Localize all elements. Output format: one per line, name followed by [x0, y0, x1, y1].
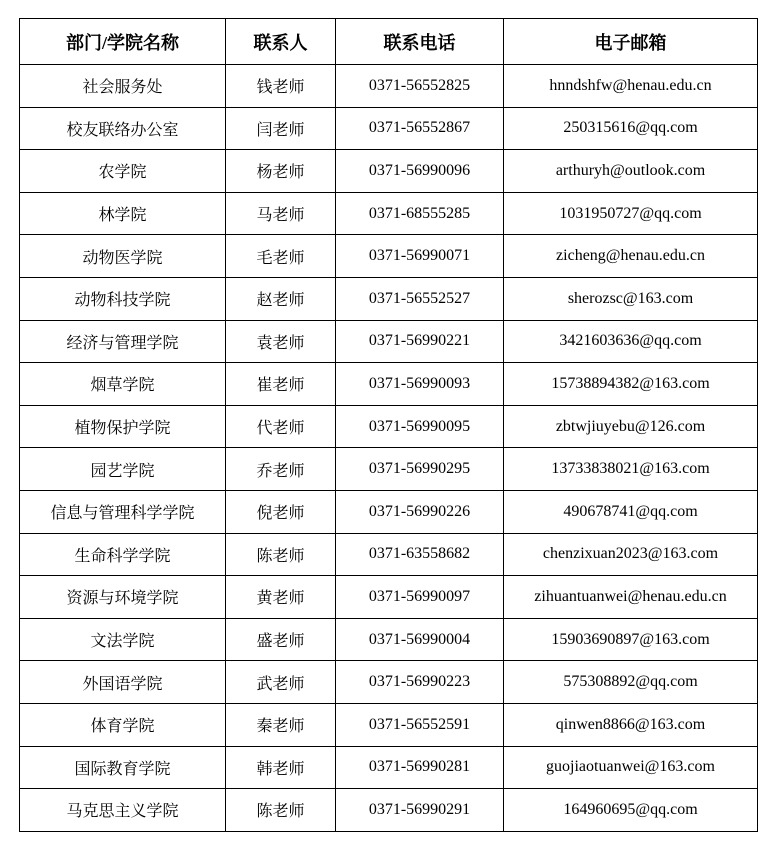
email-cell: 1031950727@qq.com [504, 192, 758, 235]
table-row [20, 65, 758, 108]
department-cell: 国际教育学院 [20, 746, 226, 789]
table-row [20, 277, 758, 320]
email-cell: 490678741@qq.com [504, 490, 758, 533]
phone-cell: 0371-56990004 [336, 618, 504, 661]
email-cell: 15738894382@163.com [504, 363, 758, 406]
contact-person-cell: 武老师 [226, 661, 336, 704]
column-header-department: 部门/学院名称 [20, 19, 226, 65]
table-row [20, 363, 758, 406]
contacts-table [19, 18, 758, 832]
contact-person-cell: 陈老师 [226, 533, 336, 576]
table-row [20, 150, 758, 193]
phone-cell: 0371-56552825 [336, 65, 504, 108]
table-row [20, 405, 758, 448]
contact-person-cell: 钱老师 [226, 65, 336, 108]
phone-cell: 0371-56990095 [336, 405, 504, 448]
department-cell: 动物医学院 [20, 235, 226, 278]
contact-person-cell: 秦老师 [226, 703, 336, 746]
phone-cell: 0371-56990221 [336, 320, 504, 363]
email-cell: 250315616@qq.com [504, 107, 758, 150]
email-cell: 3421603636@qq.com [504, 320, 758, 363]
department-cell: 生命科学学院 [20, 533, 226, 576]
phone-cell: 0371-68555285 [336, 192, 504, 235]
phone-cell: 0371-56552591 [336, 703, 504, 746]
contact-person-cell: 杨老师 [226, 150, 336, 193]
column-header-phone: 联系电话 [336, 19, 504, 65]
table-row [20, 235, 758, 278]
phone-cell: 0371-56552867 [336, 107, 504, 150]
phone-cell: 0371-56990291 [336, 789, 504, 832]
email-cell: qinwen8866@163.com [504, 703, 758, 746]
department-cell: 社会服务处 [20, 65, 226, 108]
table-row [20, 192, 758, 235]
department-cell: 信息与管理科学学院 [20, 490, 226, 533]
department-cell: 外国语学院 [20, 661, 226, 704]
contact-person-cell: 赵老师 [226, 277, 336, 320]
table-row [20, 320, 758, 363]
table-row [20, 448, 758, 491]
department-cell: 经济与管理学院 [20, 320, 226, 363]
department-cell: 动物科技学院 [20, 277, 226, 320]
email-cell: sherozsc@163.com [504, 277, 758, 320]
phone-cell: 0371-56990223 [336, 661, 504, 704]
department-cell: 文法学院 [20, 618, 226, 661]
contact-person-cell: 黄老师 [226, 576, 336, 619]
contact-person-cell: 闫老师 [226, 107, 336, 150]
email-cell: 13733838021@163.com [504, 448, 758, 491]
department-cell: 林学院 [20, 192, 226, 235]
table-body [20, 65, 758, 832]
email-cell: arthuryh@outlook.com [504, 150, 758, 193]
column-header-email: 电子邮箱 [504, 19, 758, 65]
email-cell: 15903690897@163.com [504, 618, 758, 661]
email-cell: guojiaotuanwei@163.com [504, 746, 758, 789]
contact-person-cell: 乔老师 [226, 448, 336, 491]
email-cell: zbtwjiuyebu@126.com [504, 405, 758, 448]
department-cell: 资源与环境学院 [20, 576, 226, 619]
table-row [20, 533, 758, 576]
column-header-contact: 联系人 [226, 19, 336, 65]
phone-cell: 0371-56990281 [336, 746, 504, 789]
department-cell: 马克思主义学院 [20, 789, 226, 832]
table-row [20, 618, 758, 661]
email-cell: hnndshfw@henau.edu.cn [504, 65, 758, 108]
phone-cell: 0371-56990096 [336, 150, 504, 193]
email-cell: zihuantuanwei@henau.edu.cn [504, 576, 758, 619]
department-cell: 植物保护学院 [20, 405, 226, 448]
department-cell: 烟草学院 [20, 363, 226, 406]
phone-cell: 0371-63558682 [336, 533, 504, 576]
email-cell: chenzixuan2023@163.com [504, 533, 758, 576]
table-row [20, 576, 758, 619]
contact-person-cell: 毛老师 [226, 235, 336, 278]
table-row [20, 789, 758, 832]
department-cell: 园艺学院 [20, 448, 226, 491]
table-row [20, 703, 758, 746]
email-cell: 575308892@qq.com [504, 661, 758, 704]
phone-cell: 0371-56990097 [336, 576, 504, 619]
contact-person-cell: 代老师 [226, 405, 336, 448]
contact-person-cell: 袁老师 [226, 320, 336, 363]
email-cell: 164960695@qq.com [504, 789, 758, 832]
contact-person-cell: 陈老师 [226, 789, 336, 832]
phone-cell: 0371-56552527 [336, 277, 504, 320]
department-cell: 体育学院 [20, 703, 226, 746]
table-row [20, 661, 758, 704]
contact-person-cell: 倪老师 [226, 490, 336, 533]
table-row [20, 490, 758, 533]
table-row [20, 107, 758, 150]
phone-cell: 0371-56990226 [336, 490, 504, 533]
department-cell: 农学院 [20, 150, 226, 193]
contact-person-cell: 马老师 [226, 192, 336, 235]
contact-person-cell: 盛老师 [226, 618, 336, 661]
table-header-row [20, 19, 758, 65]
phone-cell: 0371-56990071 [336, 235, 504, 278]
contact-person-cell: 韩老师 [226, 746, 336, 789]
phone-cell: 0371-56990093 [336, 363, 504, 406]
email-cell: zicheng@henau.edu.cn [504, 235, 758, 278]
table-row [20, 746, 758, 789]
department-cell: 校友联络办公室 [20, 107, 226, 150]
phone-cell: 0371-56990295 [336, 448, 504, 491]
contact-person-cell: 崔老师 [226, 363, 336, 406]
